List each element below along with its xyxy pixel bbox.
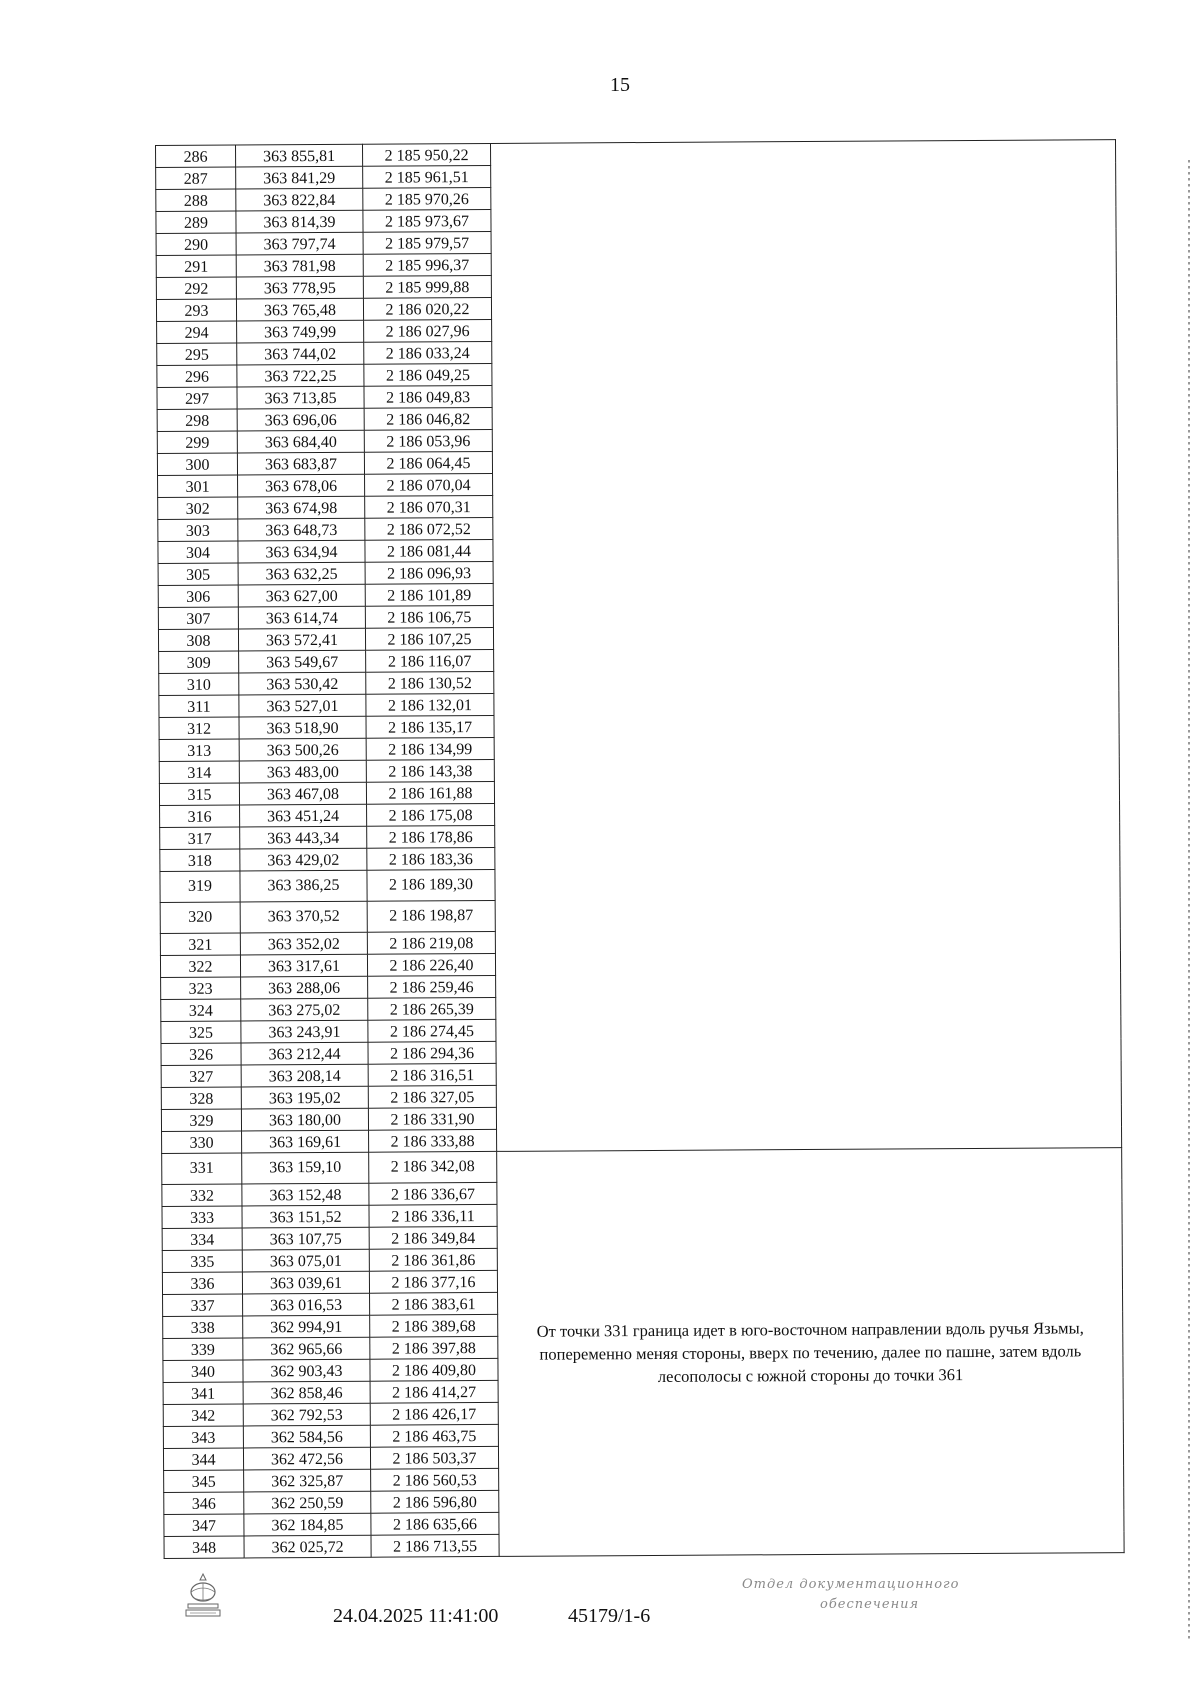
point-number-cell: 318	[160, 849, 240, 871]
x-coordinate-cell: 363 744,02	[237, 342, 364, 365]
department-stamp-line-1: Отдел документационного	[742, 1577, 960, 1592]
x-coordinate-cell: 363 275,02	[241, 998, 368, 1021]
x-coordinate-cell: 363 386,25	[240, 870, 367, 902]
point-number-cell: 323	[161, 977, 241, 999]
scan-edge-marks	[1188, 160, 1190, 1640]
point-number-cell: 330	[162, 1131, 242, 1153]
emblem-logo	[182, 1570, 224, 1620]
x-coordinate-cell: 363 075,01	[242, 1249, 369, 1272]
x-coordinate-cell: 363 243,91	[241, 1020, 368, 1043]
x-coordinate-cell: 362 325,87	[244, 1469, 371, 1492]
y-coordinate-cell: 2 186 426,17	[370, 1402, 498, 1425]
x-coordinate-cell: 362 250,59	[244, 1491, 371, 1514]
x-coordinate-cell: 363 684,40	[237, 430, 364, 453]
y-coordinate-cell: 2 186 178,86	[367, 825, 495, 848]
y-coordinate-cell: 2 186 361,86	[369, 1248, 497, 1271]
x-coordinate-cell: 363 208,14	[241, 1064, 368, 1087]
point-number-cell: 314	[159, 761, 239, 783]
x-coordinate-cell: 363 781,98	[236, 254, 363, 277]
y-coordinate-cell: 2 186 336,67	[369, 1182, 497, 1205]
department-stamp-line-2: обеспечения	[820, 1597, 920, 1612]
point-number-cell: 290	[156, 233, 236, 255]
x-coordinate-cell: 363 016,53	[243, 1293, 370, 1316]
footer-datetime: 24.04.2025 11:41:00	[333, 1605, 499, 1627]
y-coordinate-cell: 2 186 383,61	[370, 1292, 498, 1315]
y-coordinate-cell: 2 185 961,51	[363, 165, 491, 188]
point-number-cell: 305	[158, 563, 238, 585]
x-coordinate-cell: 363 841,29	[236, 166, 363, 189]
y-coordinate-cell: 2 186 107,25	[365, 627, 493, 650]
point-number-cell: 345	[164, 1470, 244, 1492]
point-number-cell: 328	[161, 1087, 241, 1109]
x-coordinate-cell: 362 858,46	[243, 1381, 370, 1404]
x-coordinate-cell: 363 696,06	[237, 408, 364, 431]
x-coordinate-cell: 363 527,01	[239, 694, 366, 717]
point-number-cell: 310	[159, 673, 239, 695]
x-coordinate-cell: 363 518,90	[239, 716, 366, 739]
point-number-cell: 338	[163, 1316, 243, 1338]
y-coordinate-cell: 2 186 046,82	[364, 407, 492, 430]
point-number-cell: 341	[163, 1382, 243, 1404]
point-number-cell: 293	[156, 299, 236, 321]
point-number-cell: 325	[161, 1021, 241, 1043]
y-coordinate-cell: 2 186 226,40	[367, 953, 495, 976]
y-coordinate-cell: 2 186 219,08	[367, 931, 495, 954]
y-coordinate-cell: 2 186 183,36	[367, 847, 495, 870]
point-number-cell: 302	[158, 497, 238, 519]
x-coordinate-cell: 363 722,25	[237, 364, 364, 387]
x-coordinate-cell: 363 151,52	[242, 1205, 369, 1228]
y-coordinate-cell: 2 186 327,05	[368, 1085, 496, 1108]
x-coordinate-cell: 363 370,52	[240, 901, 367, 933]
x-coordinate-cell: 363 814,39	[236, 210, 363, 233]
point-number-cell: 324	[161, 999, 241, 1021]
point-number-cell: 291	[156, 255, 236, 277]
y-coordinate-cell: 2 186 132,01	[366, 693, 494, 716]
y-coordinate-cell: 2 186 135,17	[366, 715, 494, 738]
y-coordinate-cell: 2 185 999,88	[363, 275, 491, 298]
point-number-cell: 326	[161, 1043, 241, 1065]
point-number-cell: 306	[158, 585, 238, 607]
y-coordinate-cell: 2 186 027,96	[364, 319, 492, 342]
x-coordinate-cell: 363 429,02	[240, 848, 367, 871]
x-coordinate-cell: 363 614,74	[238, 606, 365, 629]
y-coordinate-cell: 2 186 349,84	[369, 1226, 497, 1249]
x-coordinate-cell: 363 713,85	[237, 386, 364, 409]
x-coordinate-cell: 363 483,00	[239, 760, 366, 783]
point-number-cell: 340	[163, 1360, 243, 1382]
y-coordinate-cell: 2 186 389,68	[370, 1314, 498, 1337]
y-coordinate-cell: 2 186 101,89	[365, 583, 493, 606]
y-coordinate-cell: 2 186 377,16	[369, 1270, 497, 1293]
x-coordinate-cell: 363 180,00	[241, 1108, 368, 1131]
x-coordinate-cell: 362 025,72	[244, 1535, 371, 1558]
y-coordinate-cell: 2 186 635,66	[371, 1512, 499, 1535]
x-coordinate-cell: 363 749,99	[237, 320, 364, 343]
point-number-cell: 346	[164, 1492, 244, 1514]
point-number-cell: 331	[162, 1153, 242, 1184]
y-coordinate-cell: 2 186 274,45	[368, 1019, 496, 1042]
point-number-cell: 334	[162, 1228, 242, 1250]
point-number-cell: 322	[160, 955, 240, 977]
point-number-cell: 298	[157, 409, 237, 431]
y-coordinate-cell: 2 186 049,25	[364, 363, 492, 386]
point-number-cell: 317	[160, 827, 240, 849]
point-number-cell: 316	[160, 805, 240, 827]
y-coordinate-cell: 2 185 973,67	[363, 209, 491, 232]
x-coordinate-cell: 363 765,48	[236, 298, 363, 321]
x-coordinate-cell: 363 500,26	[239, 738, 366, 761]
point-number-cell: 295	[157, 343, 237, 365]
point-number-cell: 315	[159, 783, 239, 805]
x-coordinate-cell: 363 634,94	[238, 540, 365, 563]
y-coordinate-cell: 2 186 414,27	[370, 1380, 498, 1403]
point-number-cell: 286	[156, 145, 236, 167]
point-number-cell: 311	[159, 695, 239, 717]
y-coordinate-cell: 2 185 996,37	[363, 253, 491, 276]
y-coordinate-cell: 2 186 336,11	[369, 1204, 497, 1227]
y-coordinate-cell: 2 186 560,53	[371, 1468, 499, 1491]
y-coordinate-cell: 2 186 053,96	[364, 429, 492, 452]
x-coordinate-cell: 363 632,25	[238, 562, 365, 585]
y-coordinate-cell: 2 186 713,55	[371, 1534, 499, 1557]
y-coordinate-cell: 2 186 333,88	[369, 1129, 497, 1152]
x-coordinate-cell: 362 965,66	[243, 1337, 370, 1360]
x-coordinate-cell: 363 352,02	[240, 932, 367, 955]
point-number-cell: 296	[157, 365, 237, 387]
point-number-cell: 329	[161, 1109, 241, 1131]
point-number-cell: 319	[160, 871, 240, 902]
y-coordinate-cell: 2 185 950,22	[362, 143, 490, 166]
x-coordinate-cell: 363 674,98	[238, 496, 365, 519]
point-number-cell: 339	[163, 1338, 243, 1360]
x-coordinate-cell: 363 778,95	[236, 276, 363, 299]
point-number-cell: 312	[159, 717, 239, 739]
x-coordinate-cell: 363 451,24	[240, 804, 367, 827]
point-number-cell: 294	[157, 321, 237, 343]
point-number-cell: 304	[158, 541, 238, 563]
point-number-cell: 300	[157, 453, 237, 475]
x-coordinate-cell: 363 212,44	[241, 1042, 368, 1065]
x-coordinate-cell: 363 107,75	[242, 1227, 369, 1250]
y-coordinate-cell: 2 186 259,46	[368, 975, 496, 998]
x-coordinate-cell: 363 169,61	[242, 1130, 369, 1153]
point-number-cell: 308	[158, 629, 238, 651]
y-coordinate-cell: 2 186 189,30	[367, 869, 495, 901]
x-coordinate-cell: 363 627,00	[238, 584, 365, 607]
y-coordinate-cell: 2 186 596,80	[371, 1490, 499, 1513]
point-number-cell: 327	[161, 1065, 241, 1087]
x-coordinate-cell: 362 584,56	[243, 1425, 370, 1448]
x-coordinate-cell: 363 572,41	[238, 628, 365, 651]
point-number-cell: 297	[157, 387, 237, 409]
x-coordinate-cell: 363 683,87	[237, 452, 364, 475]
point-number-cell: 336	[162, 1272, 242, 1294]
y-coordinate-cell: 2 186 161,88	[366, 781, 494, 804]
y-coordinate-cell: 2 186 096,93	[365, 561, 493, 584]
point-number-cell: 292	[156, 277, 236, 299]
y-coordinate-cell: 2 186 331,90	[368, 1107, 496, 1130]
y-coordinate-cell: 2 186 033,24	[364, 341, 492, 364]
x-coordinate-cell: 362 472,56	[243, 1447, 370, 1470]
x-coordinate-cell: 363 797,74	[236, 232, 363, 255]
x-coordinate-cell: 363 195,02	[241, 1086, 368, 1109]
y-coordinate-cell: 2 186 198,87	[367, 900, 495, 932]
y-coordinate-cell: 2 186 463,75	[370, 1424, 498, 1447]
point-number-cell: 342	[163, 1404, 243, 1426]
x-coordinate-cell: 363 317,61	[240, 954, 367, 977]
point-number-cell: 348	[164, 1536, 244, 1558]
x-coordinate-cell: 363 530,42	[239, 672, 366, 695]
x-coordinate-cell: 363 159,10	[242, 1152, 369, 1184]
y-coordinate-cell: 2 186 020,22	[363, 297, 491, 320]
point-number-cell: 289	[156, 211, 236, 233]
x-coordinate-cell: 362 994,91	[243, 1315, 370, 1338]
point-number-cell: 288	[156, 189, 236, 211]
x-coordinate-cell: 363 039,61	[242, 1271, 369, 1294]
x-coordinate-cell: 362 184,85	[244, 1513, 371, 1536]
x-coordinate-cell: 363 678,06	[238, 474, 365, 497]
x-coordinate-cell: 363 152,48	[242, 1183, 369, 1206]
y-coordinate-cell: 2 186 503,37	[370, 1446, 498, 1469]
x-coordinate-cell: 363 443,34	[240, 826, 367, 849]
y-coordinate-cell: 2 186 130,52	[366, 671, 494, 694]
point-number-cell: 343	[163, 1426, 243, 1448]
point-number-cell: 333	[162, 1206, 242, 1228]
point-number-cell: 313	[159, 739, 239, 761]
y-coordinate-cell: 2 186 409,80	[370, 1358, 498, 1381]
y-coordinate-cell: 2 186 106,75	[365, 605, 493, 628]
x-coordinate-cell: 363 549,67	[239, 650, 366, 673]
point-number-cell: 309	[159, 651, 239, 673]
y-coordinate-cell: 2 186 316,51	[368, 1063, 496, 1086]
boundary-description-cell: От точки 331 граница идет в юго-восточном направлении вдоль ручья Язьмы, попеременно меняя стороны, вверх по течению, далее по пашне, затем вдоль лесополосы с южной стороны до точки 361	[497, 1148, 1124, 1557]
boundary-description-cell	[490, 140, 1121, 1152]
x-coordinate-cell: 362 792,53	[243, 1403, 370, 1426]
page-number: 15	[610, 74, 630, 96]
y-coordinate-cell: 2 186 070,31	[365, 495, 493, 518]
y-coordinate-cell: 2 186 064,45	[364, 451, 492, 474]
y-coordinate-cell: 2 186 294,36	[368, 1041, 496, 1064]
point-number-cell: 337	[163, 1294, 243, 1316]
y-coordinate-cell: 2 186 081,44	[365, 539, 493, 562]
y-coordinate-cell: 2 185 970,26	[363, 187, 491, 210]
y-coordinate-cell: 2 186 265,39	[368, 997, 496, 1020]
point-number-cell: 301	[158, 475, 238, 497]
y-coordinate-cell: 2 186 397,88	[370, 1336, 498, 1359]
y-coordinate-cell: 2 186 175,08	[367, 803, 495, 826]
x-coordinate-cell: 363 288,06	[241, 976, 368, 999]
x-coordinate-cell: 362 903,43	[243, 1359, 370, 1382]
point-number-cell: 303	[158, 519, 238, 541]
table-row	[156, 140, 1116, 168]
point-number-cell: 287	[156, 167, 236, 189]
point-number-cell: 299	[157, 431, 237, 453]
y-coordinate-cell: 2 186 116,07	[366, 649, 494, 672]
x-coordinate-cell: 363 855,81	[236, 144, 363, 167]
point-number-cell: 332	[162, 1184, 242, 1206]
y-coordinate-cell: 2 186 072,52	[365, 517, 493, 540]
x-coordinate-cell: 363 822,84	[236, 188, 363, 211]
point-number-cell: 344	[163, 1448, 243, 1470]
y-coordinate-cell: 2 186 342,08	[369, 1151, 497, 1183]
y-coordinate-cell: 2 185 979,57	[363, 231, 491, 254]
x-coordinate-cell: 363 467,08	[239, 782, 366, 805]
coordinates-table	[155, 139, 1125, 1559]
x-coordinate-cell: 363 648,73	[238, 518, 365, 541]
y-coordinate-cell: 2 186 143,38	[366, 759, 494, 782]
point-number-cell: 335	[162, 1250, 242, 1272]
y-coordinate-cell: 2 186 134,99	[366, 737, 494, 760]
point-number-cell: 321	[160, 933, 240, 955]
footer-registration-number: 45179/1-6	[568, 1605, 651, 1627]
point-number-cell: 347	[164, 1514, 244, 1536]
y-coordinate-cell: 2 186 070,04	[365, 473, 493, 496]
point-number-cell: 320	[160, 902, 240, 933]
y-coordinate-cell: 2 186 049,83	[364, 385, 492, 408]
point-number-cell: 307	[158, 607, 238, 629]
table-row	[162, 1148, 1122, 1185]
